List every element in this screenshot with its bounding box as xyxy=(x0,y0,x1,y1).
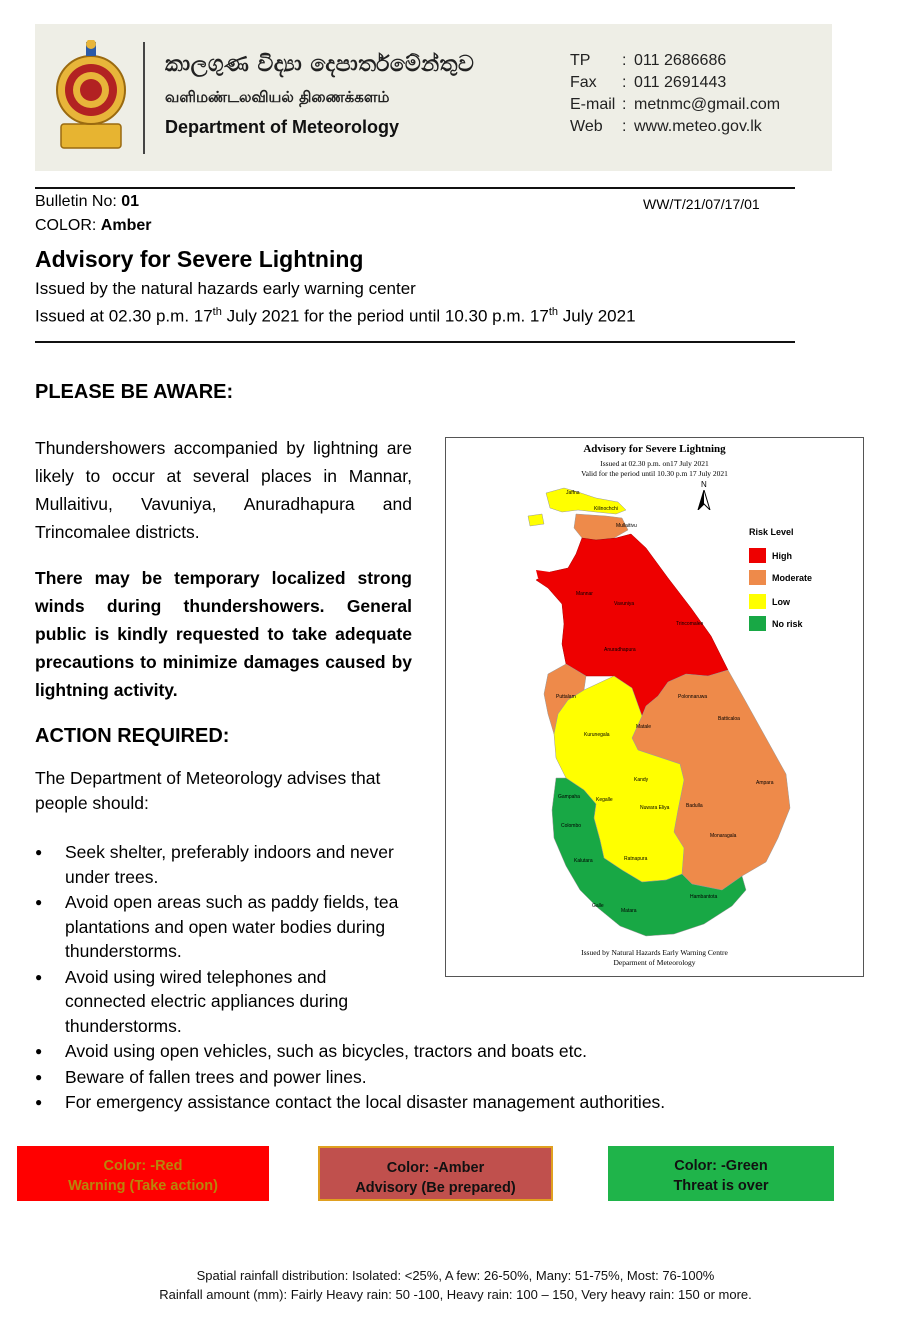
map-footer-line2: Deparment of Meteorology xyxy=(613,958,696,967)
legend-title: Risk Level xyxy=(749,527,794,537)
contact-email[interactable]: E-mail : metnmc@gmail.com xyxy=(570,96,781,113)
label-colombo: Colombo xyxy=(561,823,582,829)
label-monaragala: Monaragala xyxy=(710,833,737,839)
list-item: ● Beware of fallen trees and power lines. xyxy=(35,1065,725,1090)
contact-block xyxy=(570,50,780,138)
label-vavuniya: Vavuniya xyxy=(614,601,635,607)
label-jaffna: Jaffna xyxy=(566,490,580,496)
footer-distribution: Spatial rainfall distribution: Isolated: <25%, A few: 26-50%, Many: 51-75%, Most: 76-100% xyxy=(196,1268,715,1283)
header-divider xyxy=(143,42,145,154)
action-heading: ACTION REQUIRED: xyxy=(35,725,230,747)
top-rule xyxy=(35,187,795,189)
bulletin-number: Bulletin No: 01 xyxy=(35,193,140,210)
legend-low-label: Low xyxy=(772,597,790,607)
aware-paragraph: Thundershowers accompanied by lightning are likely to occur at several places in Mannar, Mullaitivu, Vavuniya, Anuradhapura and Trincomalee districts. xyxy=(35,438,412,542)
label-kandy: Kandy xyxy=(634,777,649,783)
label-kilinochchi: Kilinochchi xyxy=(594,506,618,512)
label-trincomalee: Trincomalee xyxy=(676,621,704,627)
label-hambantota: Hambantota xyxy=(690,894,718,900)
list-item: ● Avoid using wired telephones and connected electric appliances during thunderstorms. xyxy=(35,965,395,1039)
label-kalutara: Kalutara xyxy=(574,858,593,864)
label-nuwara-eliya: Nuwara Eliya xyxy=(640,805,670,811)
legend-moderate-swatch xyxy=(749,570,766,585)
label-anuradhapura: Anuradhapura xyxy=(604,647,636,653)
bulletin-color: COLOR: Amber xyxy=(35,217,152,234)
label-puttalam: Puttalam xyxy=(556,694,576,700)
sri-lanka-map xyxy=(446,438,863,976)
red-warning-box: Color: -Red Warning (Take action) xyxy=(17,1146,269,1201)
letterhead xyxy=(35,24,832,171)
list-item: ● Seek shelter, preferably indoors and never under trees. xyxy=(35,840,415,889)
bulletin-reference: WW/T/21/07/17/01 xyxy=(643,196,760,212)
label-mannar: Mannar xyxy=(576,591,593,597)
legend-norisk-label: No risk xyxy=(772,619,803,629)
contact-web[interactable]: Web : www.meteo.gov.lk xyxy=(570,118,762,135)
north-label: N xyxy=(701,480,707,489)
list-item: ● Avoid open areas such as paddy fields, tea plantations and open water bodies during thunderstorms. xyxy=(35,890,415,964)
label-ratnapura: Ratnapura xyxy=(624,856,648,862)
label-polonnaruwa: Polonnaruwa xyxy=(678,694,708,700)
department-name-english: Department of Meteorology xyxy=(165,117,400,137)
legend-high-label: High xyxy=(772,551,792,561)
green-clear-box: Color: -Green Threat is over xyxy=(608,1146,834,1201)
label-gampaha: Gampaha xyxy=(558,794,580,800)
state-emblem-icon xyxy=(55,40,127,152)
advisory-title: Advisory for Severe Lightning xyxy=(35,246,364,272)
label-galle: Galle xyxy=(592,903,604,909)
list-item: ● Avoid using open vehicles, such as bicycles, tractors and boats etc. xyxy=(35,1039,725,1064)
label-matara: Matara xyxy=(621,908,637,914)
map-valid: Valid for the period until 10.30 p.m 17 July 2021 xyxy=(581,469,728,478)
footer-rainfall: Rainfall amount (mm): Fairly Heavy rain: 50 -100, Heavy rain: 100 – 150, Very heavy rain: 150 or more. xyxy=(159,1287,752,1302)
department-name-sinhala: කාලගුණ විද්‍යා දෙපාර්තමේන්තුව xyxy=(165,52,475,77)
issued-at: Issued at 02.30 p.m. 17th July 2021 for the period until 10.30 p.m. 17th July 2021 xyxy=(35,306,636,326)
legend-norisk-swatch xyxy=(749,616,766,631)
label-ampara: Ampara xyxy=(756,780,774,786)
label-badulla: Badulla xyxy=(686,803,703,809)
amber-advisory-box: Color: -Amber Advisory (Be prepared) xyxy=(318,1146,553,1201)
label-matale: Matale xyxy=(636,724,652,730)
risk-map xyxy=(445,437,864,977)
legend-low-swatch xyxy=(749,594,766,609)
label-kurunegala: Kurunegala xyxy=(584,732,610,738)
map-issued: Issued at 02.30 p.m. on17 July 2021 xyxy=(600,459,709,468)
map-footer-line1: Issued by Natural Hazards Early Warning Centre xyxy=(581,948,728,957)
department-name-tamil: வளிமண்டலவியல் திணைக்களம் xyxy=(165,88,390,106)
contact-tp: TP : 011 2686686 xyxy=(570,52,727,69)
label-kegalle: Kegalle xyxy=(596,797,613,803)
map-title: Advisory for Severe Lightning xyxy=(583,443,726,455)
region-mannar-island xyxy=(536,570,550,580)
legend-high-swatch xyxy=(749,548,766,563)
title-rule xyxy=(35,341,795,343)
list-item: ● For emergency assistance contact the local disaster management authorities. xyxy=(35,1090,725,1115)
action-intro: The Department of Meteorology advises that people should: xyxy=(35,768,381,813)
label-batticaloa: Batticaloa xyxy=(718,716,740,722)
contact-fax: Fax : 011 2691443 xyxy=(570,74,727,91)
aware-heading: PLEASE BE AWARE: xyxy=(35,381,234,403)
legend-moderate-label: Moderate xyxy=(772,573,813,583)
wind-warning-paragraph: There may be temporary localized strong winds during thundershowers. General public is kindly requested to take adequate precautions to minimize damages caused by lightning activity. xyxy=(35,568,412,700)
region-islands xyxy=(528,514,544,526)
issued-by: Issued by the natural hazards early warning center xyxy=(35,279,416,298)
label-mullaitivu: Mullaitivu xyxy=(616,523,637,529)
